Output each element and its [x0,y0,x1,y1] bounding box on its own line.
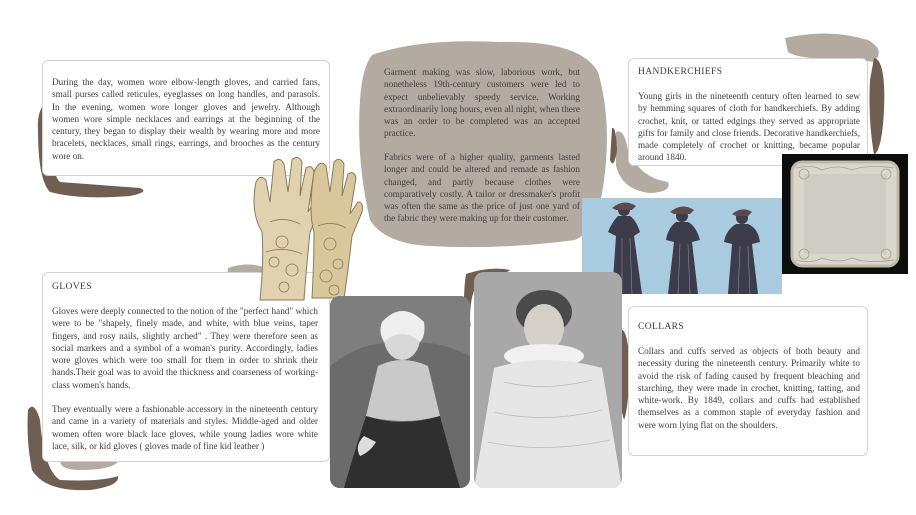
handkerchief-image [782,154,908,274]
lace-gloves-image [244,152,369,302]
photo-figure [474,272,622,488]
handkerchiefs-title: HANDKERCHIEFS [638,67,723,77]
intro-text: During the day, women wore elbow-length gloves, and carried fans, small purses called reticules, eyeglasses on long handles, and parasols. In the evening, women wore longer gloves and jewelry. Although women wore simple necklaces and earrings at the beginning of the century, they began to display their wealth by wearing more and more bracelets, necklaces, small rings, earrings, and brooches as the century wore on. [52,77,320,161]
brush-stroke-hanky-dark [870,58,885,155]
gloves-paragraph-1: Gloves were deeply connected to the notion of the "perfect hand" which were to be "shapely, finely made, and white, with blue veins, taper fingers, and rosy nails, slightly arched" . They were therefore seen as social markers and a symbol of a woman's purity. Accordingly, ladies wore gloves which were too small for them in order to shrink their hands.Their goal was to avoid the thickness and coarseness of working-class women's hands. [52,306,318,390]
portrait-young-woman [474,272,622,488]
engraving-figure [330,296,470,488]
garment-paragraph-2: Fabrics were of a higher quality, garments lasted longer and could be altered and remade as fashion changed, and partly because clothes were comparatively costly. A tailor or dressmaker's profit was often the same as the price of just one yard of the fabric they were making up for their customer. [384,152,580,224]
handkerchiefs-text: Young girls in the nineteenth century often learned to sew by hemming squares of cloth for handkerchiefs. By adding crochet, knit, or tatted edgings they served as appropriate gifts for family and close friends. Decorative handkerchiefs, made completely of crochet or knitting, became popular around 1840. [638,91,860,163]
handkerchief-lace [782,154,908,274]
portrait-lady-engraving [330,296,470,488]
brush-stroke-hanky-dark-left [610,128,617,163]
garment-paragraph-1: Garment making was slow, laborious work, but nonetheless 19th-century customers were led to expect unbelievably speedy service. Working extraordinarily long hours, even all night, when there was an order to be completed was an accepted practice. [384,67,580,139]
collars-title: COLLARS [638,322,685,332]
collars-text: Collars and cuffs served as objects of both beauty and necessity during the nineteenth century. Primarily white to avoid the risk of fading caused by frequent bleaching and starching, they were made in crochet, knitting, tatting, and white-work. By 1849, collars and cuffs had established themselves as a common staple of everyday fashion and were worn lying flat on the shoulders. [638,346,860,430]
gloves-title: GLOVES [52,282,92,292]
gloves-paragraph-2: They eventually were a fashionable accessory in the nineteenth century and came in a variety of materials and styles. Middle-aged and older women often wore black lace gloves, while young ladies wore white lace, silk, or kid gloves ( gloves made of fine kid leather ) [52,404,318,451]
